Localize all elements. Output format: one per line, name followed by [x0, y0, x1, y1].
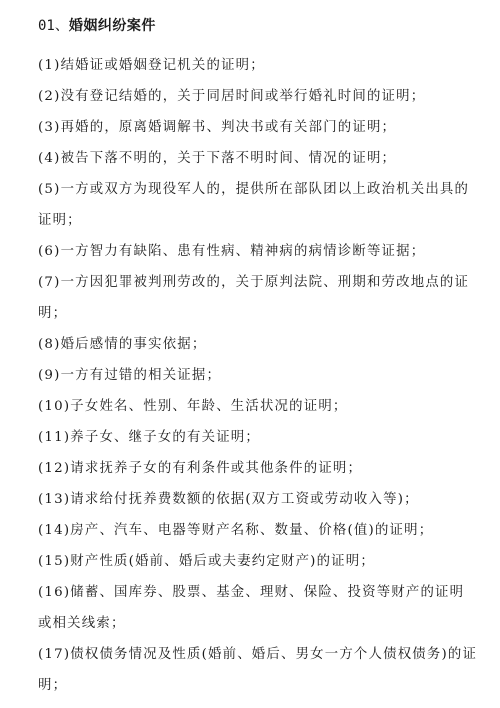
list-item: (11)养子女、继子女的有关证明； [38, 430, 260, 445]
list-item: (10)子女姓名、性别、年龄、生活状况的证明； [38, 399, 348, 414]
list-item: (14)房产、汽车、电器等财产名称、数量、价格(值)的证明； [38, 523, 434, 538]
list-item: (9)一方有过错的相关证据； [38, 368, 222, 383]
list-item: (8)婚后感情的事实依据； [38, 337, 207, 352]
section-number: 01、 [38, 18, 69, 34]
list-item: (13)请求给付抚养费数额的依据(双方工资或劳动收入等)； [38, 492, 419, 507]
list-item: (12)请求抚养子女的有利条件或其他条件的证明； [38, 461, 363, 476]
list-item: (4)被告下落不明的，关于下落不明时间、情况的证明； [38, 151, 397, 166]
list-item: (7)一方因犯罪被判刑劳改的，关于原判法院、刑期和劳改地点的证明； [38, 275, 470, 321]
list-item: (3)再婚的，原离婚调解书、判决书或有关部门的证明； [38, 120, 397, 135]
list-item: (2)没有登记结婚的，关于同居时间或举行婚礼时间的证明； [38, 89, 426, 104]
section-title-text: 婚姻纠纷案件 [68, 18, 156, 34]
list-item: (1)结婚证或婚姻登记机关的证明； [38, 58, 265, 73]
list-item: (6)一方智力有缺陷、患有性病、精神病的病情诊断等证据； [38, 244, 426, 259]
list-item: (15)财产性质(婚前、婚后或夫妻约定财产)的证明； [38, 554, 375, 569]
section-title [38, 16, 478, 36]
list-item: (17)债权债务情况及性质(婚前、婚后、男女一方个人债权债务)的证明； [38, 647, 478, 693]
list-item: (16)储蓄、国库券、股票、基金、理财、保险、投资等财产的证明或相关线索； [38, 585, 465, 631]
list-item: (5)一方或双方为现役军人的，提供所在部队团以上政治机关出具的证明； [38, 182, 470, 228]
